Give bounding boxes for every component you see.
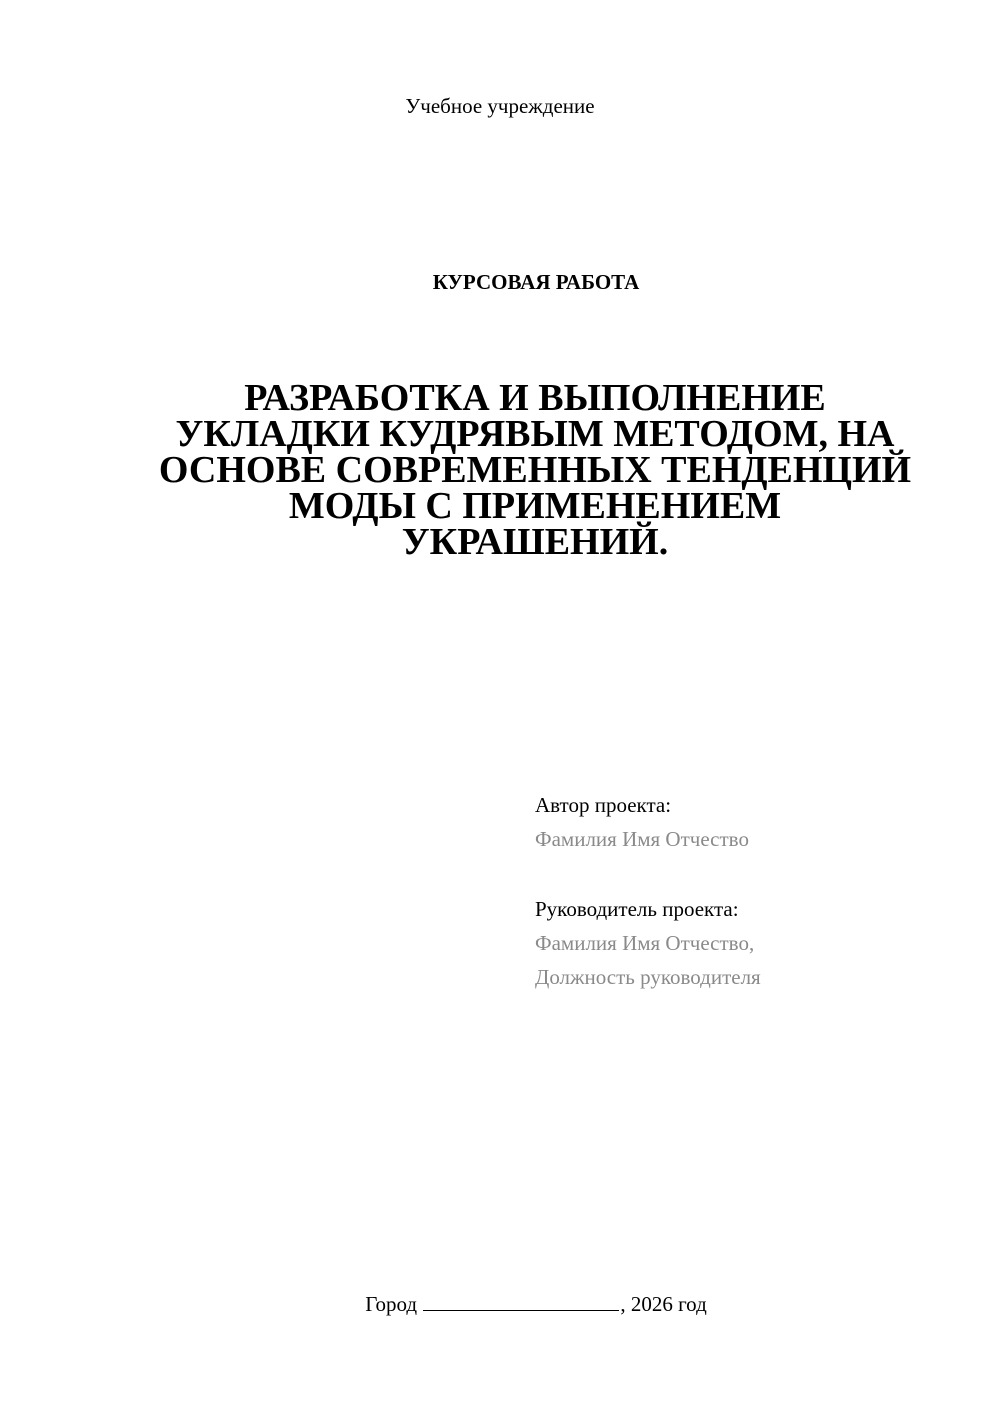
author-name: Фамилия Имя Отчество: [535, 827, 749, 851]
author-label: Автор проекта:: [535, 793, 672, 817]
year-text: , 2026 год: [620, 1292, 707, 1316]
title-line: ОСНОВЕ СОВРЕМЕННЫХ ТЕНДЕНЦИЙ: [158, 449, 912, 491]
title-line: МОДЫ С ПРИМЕНЕНИЕМ: [288, 485, 782, 527]
title-line: РАЗРАБОТКА И ВЫПОЛНЕНИЕ: [244, 377, 826, 419]
city-blank-line: [423, 1290, 619, 1311]
credits-spacer: [535, 856, 975, 892]
supervisor-position: Должность руководителя: [535, 965, 761, 989]
institution-name: Учебное учреждение: [405, 94, 595, 118]
title-line: УКЛАДКИ КУДРЯВЫМ МЕТОДОМ, НА: [175, 413, 895, 455]
city-year-line: [0, 1290, 1000, 1318]
supervisor-label: Руководитель проекта:: [535, 897, 739, 921]
supervisor-name: Фамилия Имя Отчество,: [535, 931, 755, 955]
city-label: Город: [365, 1292, 418, 1316]
document-type: КУРСОВАЯ РАБОТА: [432, 270, 640, 294]
credits-block: [535, 788, 975, 994]
title-line: УКРАШЕНИЙ.: [401, 521, 669, 563]
document-title: [150, 377, 920, 563]
